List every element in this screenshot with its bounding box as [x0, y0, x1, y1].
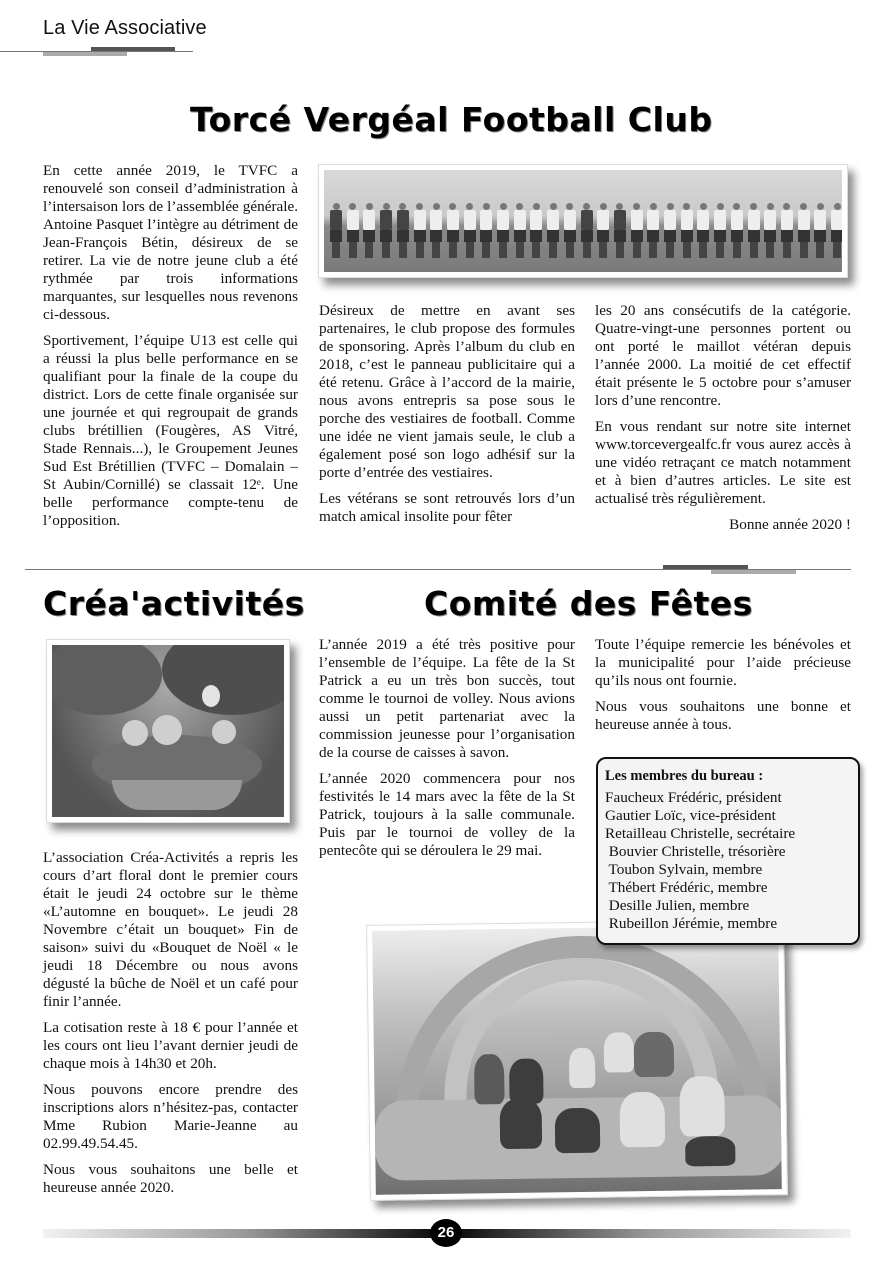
- tvfc-col2-paragraph: Désireux de mettre en avant ses partenaires, le club propose des formules de sponsoring. Après l’album du club en 2018, c’est le panneau publicitaire qui a été retenu. Grâce à l’accord de la mairie, nous avons entrepris sa pose sous le porche des vestiaires de football. Comme une idée ne vient jamais seule, le club a également posé son logo adhésif sur la porte d’entrée des vestiaires.: [319, 302, 575, 481]
- divider-bar-dark: [663, 565, 748, 569]
- comite-title: Comité des Fêtes: [424, 584, 753, 623]
- crea-title: Créa'activités: [43, 584, 305, 623]
- header-bar-dark: [91, 47, 175, 51]
- bouncy-castle-image: [372, 925, 782, 1195]
- crea-floral-photo: [46, 639, 290, 823]
- tvfc-team-photo: [318, 164, 848, 278]
- comite-bouncy-castle-photo: [366, 919, 788, 1201]
- bureau-member: Faucheux Frédéric, président: [605, 789, 782, 806]
- comite-column-2: [595, 636, 851, 742]
- floral-arrangement-image: [52, 645, 284, 817]
- bureau-member: Rubeillon Jérémie, membre: [605, 915, 778, 932]
- divider-bar-light: [711, 570, 796, 574]
- tvfc-title: Torcé Vergéal Football Club: [190, 100, 713, 139]
- crea-paragraph: Nous pouvons encore prendre des inscriptions alors n’hésitez-pas, contacter Mme Rubion Marie-Jeanne au 02.99.49.54.45.: [43, 1081, 298, 1152]
- tvfc-column-1: [43, 162, 298, 538]
- team-lineup-image: [324, 170, 842, 272]
- bureau-member: Gautier Loïc, vice-président: [605, 807, 776, 824]
- tvfc-signoff: Bonne année 2020 !: [729, 516, 851, 533]
- tvfc-col3-paragraph: les 20 ans consécutifs de la catégorie. Quatre-vingt-une personnes portent ou ont porté le maillot vétéran depuis l’année 2000. La moitié de cet effectif était présente le 5 octobre pour s’amuser lors d’une rencontre.: [595, 302, 851, 409]
- bureau-heading: Les membres du bureau :: [605, 768, 764, 784]
- bureau-member: Retailleau Christelle, secrétaire: [605, 825, 796, 842]
- tvfc-column-3: [595, 302, 851, 542]
- running-header-title: La Vie Associative: [43, 17, 207, 39]
- crea-paragraph: Nous vous souhaitons une belle et heureuse année 2020.: [43, 1161, 298, 1196]
- bureau-member: Bouvier Christelle, trésorière: [605, 843, 786, 860]
- comite-col2-paragraph: Nous vous souhaitons une bonne et heureuse année à tous.: [595, 698, 851, 733]
- crea-paragraph: L’association Créa-Activités a repris les cours d’art floral dont le premier cours était le jeudi 24 octobre sur le thème «L’automne en bouquet». Le jeudi 28 Novembre c’était un bouquet» Fin de saison» suivi du «Bouquet de Noël « le jeudi 18 Décembre ou nous avons dégusté la bûche de Noël et un café pour finir l’année.: [43, 849, 298, 1010]
- comite-col2-paragraph: Toute l’équipe remercie les bénévoles et la municipalité pour l’aide précieuse qu’ils nous ont fournie.: [595, 636, 851, 689]
- tvfc-col2-paragraph: Les vétérans se sont retrouvés lors d’un match amical insolite pour fêter: [319, 490, 575, 525]
- tvfc-col1-paragraph: En cette année 2019, le TVFC a renouvelé son conseil d’administration à l’intersaison lors de l’assemblée générale. Antoine Pasquet l’intègre au détriment de Jean-François Bétin, désireux de se retirer. La vie de notre jeune club a été rythmée par trois informations marquantes, sur lesquelles nous revenons ci-dessous.: [43, 162, 298, 323]
- comite-col1-paragraph: L’année 2020 commencera pour nos festivités le 14 mars avec la fête de la St Patrick, toujours à la salle communale. Puis par le tournoi de volley de la pentecôte qui se déroulera le 29 mai.: [319, 770, 575, 859]
- tvfc-column-2: [319, 302, 575, 534]
- bureau-member: Toubon Sylvain, membre: [605, 861, 763, 878]
- bureau-member: Desille Julien, membre: [605, 897, 750, 914]
- bureau-members-box: [596, 757, 860, 945]
- tvfc-col3-paragraph: En vous rendant sur notre site internet www.torcevergealfc.fr vous aurez accès à une vidéo retraçant ce match notamment et à bien d’autres articles. Le site est actualisé très régulièrement.: [595, 418, 851, 507]
- header-bar-light: [43, 52, 127, 56]
- crea-paragraph: La cotisation reste à 18 € pour l’année et les cours ont lieu l’avant dernier jeudi de chaque mois à 14h30 et 20h.: [43, 1019, 298, 1072]
- crea-text-column: [43, 849, 298, 1205]
- tvfc-col1-paragraph: Sportivement, l’équipe U13 est celle qui a réussi la plus belle performance en se qualifiant pour la finale de la coupe du district. Lors de cette finale organisée sur une journée et qui regroupait de grands clubs brétillien (Fougères, AS Vitré, Stade Rennais...), le Groupement Jeunes Sud Est Brétillien (TVFC – Domalain – St Aubin/Cornillé) se classait 12ᵉ. Une belle performance compte-tenu de l’opposition.: [43, 332, 298, 529]
- page-number-badge: 26: [430, 1219, 462, 1247]
- bureau-member: Thébert Frédéric, membre: [605, 879, 768, 896]
- comite-column-1: [319, 636, 575, 868]
- comite-col1-paragraph: L’année 2019 a été très positive pour l’ensemble de l’équipe. La fête de la St Patrick a eu un très bon succès, tout comme le tournoi de volley. Nous avions aussi un petit partenariat avec la commission jeunesse pour l’organisation de la course de caisses à savon.: [319, 636, 575, 761]
